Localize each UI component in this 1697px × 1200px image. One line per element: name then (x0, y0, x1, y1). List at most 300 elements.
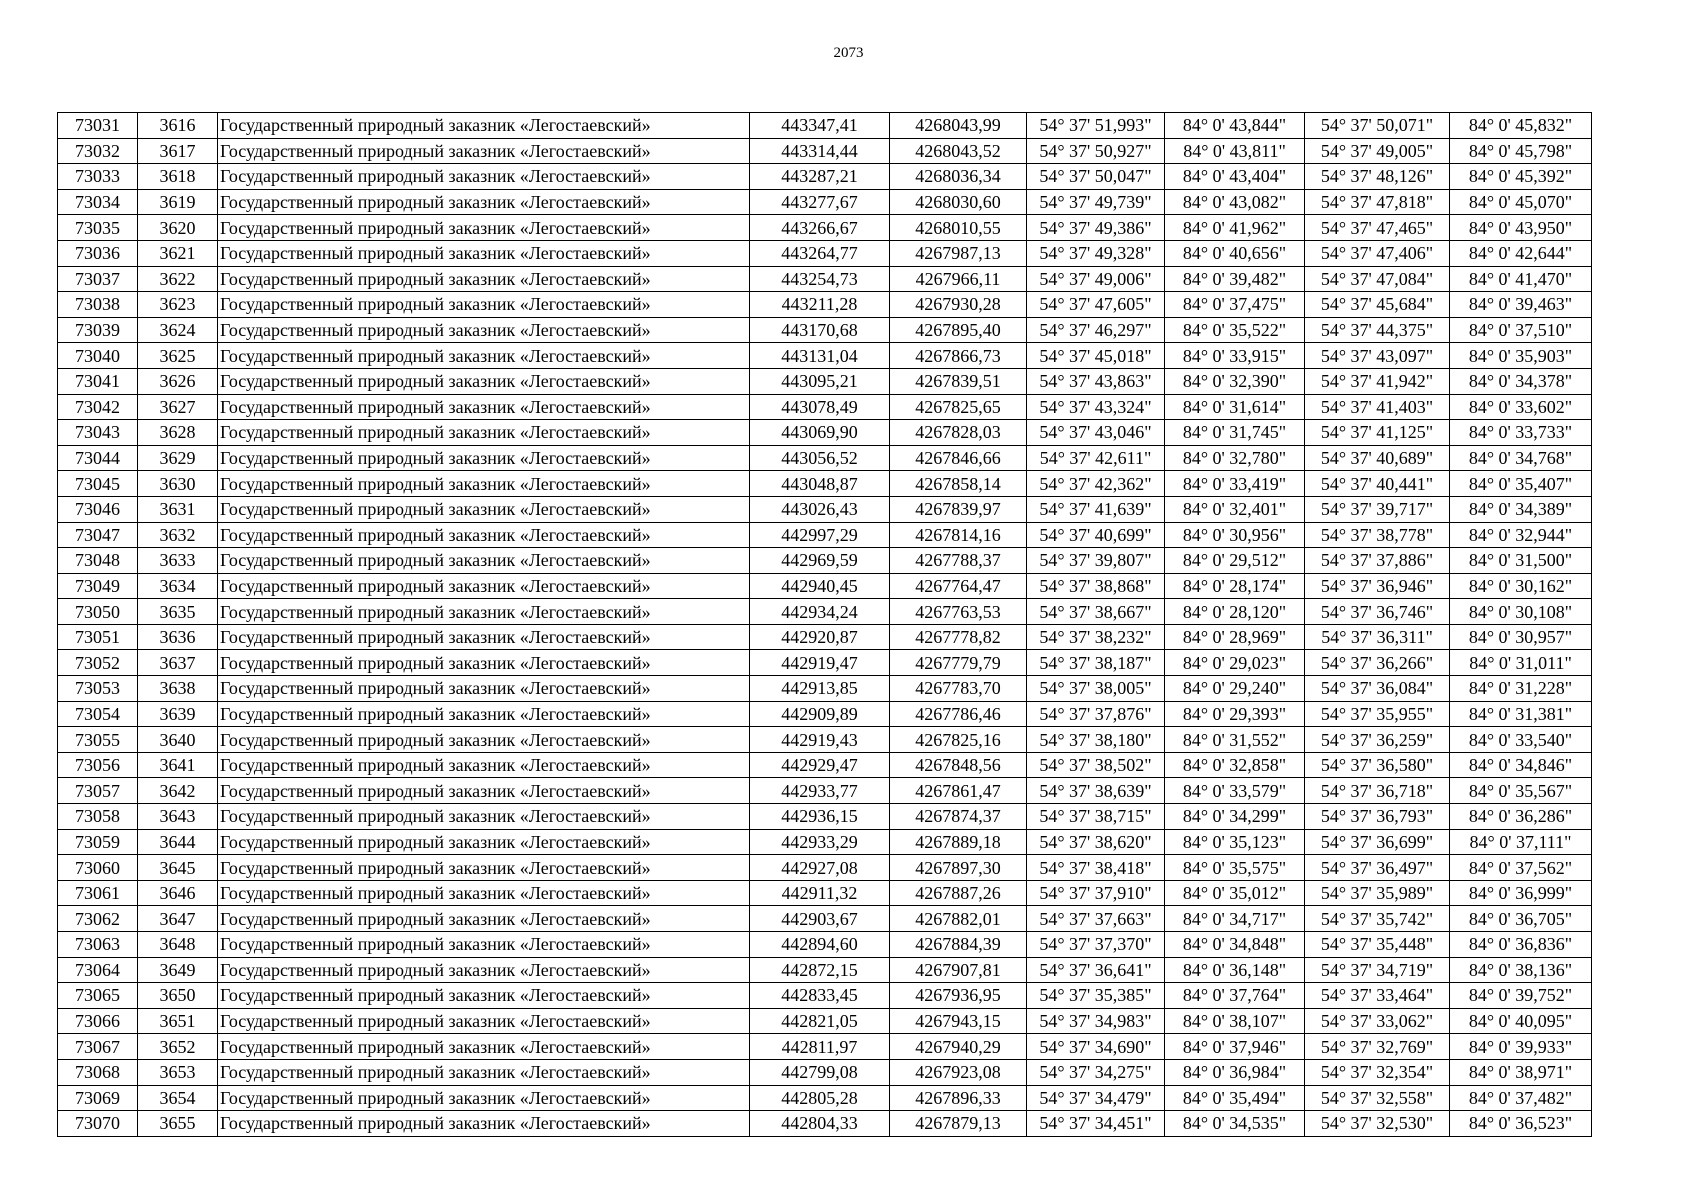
latitude-2-cell: 54° 37' 35,955" (1305, 701, 1450, 727)
row-number-cell: 73063 (58, 932, 138, 958)
row-number-cell: 73062 (58, 906, 138, 932)
latitude-1-cell: 54° 37' 34,451" (1027, 1111, 1165, 1137)
latitude-1-cell: 54° 37' 45,018" (1027, 343, 1165, 369)
table-row (58, 548, 1592, 574)
longitude-2-cell: 84° 0' 36,523" (1450, 1111, 1592, 1137)
latitude-1-cell: 54° 37' 34,690" (1027, 1034, 1165, 1060)
point-number-cell: 3618 (138, 164, 218, 190)
x-coordinate-cell: 443078,49 (750, 394, 890, 420)
longitude-2-cell: 84° 0' 37,510" (1450, 317, 1592, 343)
latitude-2-cell: 54° 37' 36,580" (1305, 752, 1450, 778)
x-coordinate-cell: 442936,15 (750, 804, 890, 830)
row-number-cell: 73036 (58, 240, 138, 266)
longitude-2-cell: 84° 0' 45,070" (1450, 189, 1592, 215)
longitude-1-cell: 84° 0' 34,848" (1165, 932, 1305, 958)
y-coordinate-cell: 4267825,65 (890, 394, 1027, 420)
latitude-1-cell: 54° 37' 34,479" (1027, 1085, 1165, 1111)
longitude-1-cell: 84° 0' 34,535" (1165, 1111, 1305, 1137)
table-row (58, 932, 1592, 958)
x-coordinate-cell: 443131,04 (750, 343, 890, 369)
x-coordinate-cell: 443266,67 (750, 215, 890, 241)
latitude-1-cell: 54° 37' 34,275" (1027, 1059, 1165, 1085)
row-number-cell: 73061 (58, 880, 138, 906)
latitude-1-cell: 54° 37' 37,370" (1027, 932, 1165, 958)
y-coordinate-cell: 4267940,29 (890, 1034, 1027, 1060)
y-coordinate-cell: 4267846,66 (890, 445, 1027, 471)
row-number-cell: 73039 (58, 317, 138, 343)
point-number-cell: 3632 (138, 522, 218, 548)
longitude-2-cell: 84° 0' 37,562" (1450, 855, 1592, 881)
longitude-1-cell: 84° 0' 35,522" (1165, 317, 1305, 343)
latitude-1-cell: 54° 37' 46,297" (1027, 317, 1165, 343)
longitude-1-cell: 84° 0' 36,148" (1165, 957, 1305, 983)
x-coordinate-cell: 442933,29 (750, 829, 890, 855)
latitude-1-cell: 54° 37' 47,605" (1027, 292, 1165, 318)
longitude-1-cell: 84° 0' 38,107" (1165, 1008, 1305, 1034)
x-coordinate-cell: 442997,29 (750, 522, 890, 548)
longitude-1-cell: 84° 0' 32,780" (1165, 445, 1305, 471)
point-number-cell: 3642 (138, 778, 218, 804)
latitude-2-cell: 54° 37' 36,084" (1305, 676, 1450, 702)
longitude-1-cell: 84° 0' 35,012" (1165, 880, 1305, 906)
x-coordinate-cell: 443254,73 (750, 266, 890, 292)
name-cell: Государственный природный заказник «Легостаевский» (218, 1085, 750, 1111)
name-cell: Государственный природный заказник «Легостаевский» (218, 829, 750, 855)
longitude-2-cell: 84° 0' 36,836" (1450, 932, 1592, 958)
latitude-2-cell: 54° 37' 47,084" (1305, 266, 1450, 292)
longitude-1-cell: 84° 0' 35,123" (1165, 829, 1305, 855)
x-coordinate-cell: 442799,08 (750, 1059, 890, 1085)
point-number-cell: 3650 (138, 983, 218, 1009)
table-row (58, 727, 1592, 753)
row-number-cell: 73055 (58, 727, 138, 753)
latitude-1-cell: 54° 37' 49,328" (1027, 240, 1165, 266)
longitude-1-cell: 84° 0' 34,717" (1165, 906, 1305, 932)
point-number-cell: 3617 (138, 138, 218, 164)
longitude-1-cell: 84° 0' 34,299" (1165, 804, 1305, 830)
y-coordinate-cell: 4267879,13 (890, 1111, 1027, 1137)
latitude-2-cell: 54° 37' 36,718" (1305, 778, 1450, 804)
longitude-1-cell: 84° 0' 31,745" (1165, 420, 1305, 446)
x-coordinate-cell: 442913,85 (750, 676, 890, 702)
point-number-cell: 3616 (138, 113, 218, 139)
row-number-cell: 73041 (58, 368, 138, 394)
y-coordinate-cell: 4267897,30 (890, 855, 1027, 881)
y-coordinate-cell: 4267943,15 (890, 1008, 1027, 1034)
latitude-1-cell: 54° 37' 38,502" (1027, 752, 1165, 778)
name-cell: Государственный природный заказник «Легостаевский» (218, 522, 750, 548)
longitude-2-cell: 84° 0' 31,228" (1450, 676, 1592, 702)
y-coordinate-cell: 4267848,56 (890, 752, 1027, 778)
point-number-cell: 3633 (138, 548, 218, 574)
latitude-2-cell: 54° 37' 48,126" (1305, 164, 1450, 190)
row-number-cell: 73035 (58, 215, 138, 241)
point-number-cell: 3644 (138, 829, 218, 855)
longitude-2-cell: 84° 0' 35,567" (1450, 778, 1592, 804)
table-row (58, 1085, 1592, 1111)
x-coordinate-cell: 442920,87 (750, 624, 890, 650)
y-coordinate-cell: 4267764,47 (890, 573, 1027, 599)
y-coordinate-cell: 4267889,18 (890, 829, 1027, 855)
latitude-2-cell: 54° 37' 49,005" (1305, 138, 1450, 164)
table-row (58, 266, 1592, 292)
longitude-2-cell: 84° 0' 37,482" (1450, 1085, 1592, 1111)
x-coordinate-cell: 443277,67 (750, 189, 890, 215)
point-number-cell: 3649 (138, 957, 218, 983)
latitude-2-cell: 54° 37' 47,818" (1305, 189, 1450, 215)
y-coordinate-cell: 4268043,99 (890, 113, 1027, 139)
latitude-2-cell: 54° 37' 33,062" (1305, 1008, 1450, 1034)
y-coordinate-cell: 4267783,70 (890, 676, 1027, 702)
table-row (58, 1111, 1592, 1137)
longitude-1-cell: 84° 0' 37,946" (1165, 1034, 1305, 1060)
row-number-cell: 73046 (58, 496, 138, 522)
row-number-cell: 73044 (58, 445, 138, 471)
point-number-cell: 3631 (138, 496, 218, 522)
row-number-cell: 73069 (58, 1085, 138, 1111)
longitude-2-cell: 84° 0' 34,846" (1450, 752, 1592, 778)
table-row (58, 522, 1592, 548)
row-number-cell: 73051 (58, 624, 138, 650)
longitude-1-cell: 84° 0' 41,962" (1165, 215, 1305, 241)
name-cell: Государственный природный заказник «Легостаевский» (218, 983, 750, 1009)
table-row (58, 906, 1592, 932)
x-coordinate-cell: 442804,33 (750, 1111, 890, 1137)
x-coordinate-cell: 442919,43 (750, 727, 890, 753)
table-body (58, 113, 1592, 1137)
name-cell: Государственный природный заказник «Легостаевский» (218, 727, 750, 753)
longitude-2-cell: 84° 0' 41,470" (1450, 266, 1592, 292)
point-number-cell: 3639 (138, 701, 218, 727)
name-cell: Государственный природный заказник «Легостаевский» (218, 368, 750, 394)
point-number-cell: 3623 (138, 292, 218, 318)
latitude-1-cell: 54° 37' 50,047" (1027, 164, 1165, 190)
y-coordinate-cell: 4267930,28 (890, 292, 1027, 318)
table-row (58, 1034, 1592, 1060)
longitude-2-cell: 84° 0' 34,389" (1450, 496, 1592, 522)
longitude-2-cell: 84° 0' 43,950" (1450, 215, 1592, 241)
latitude-1-cell: 54° 37' 38,418" (1027, 855, 1165, 881)
table-row (58, 420, 1592, 446)
x-coordinate-cell: 443069,90 (750, 420, 890, 446)
row-number-cell: 73052 (58, 650, 138, 676)
x-coordinate-cell: 442911,32 (750, 880, 890, 906)
table-row (58, 164, 1592, 190)
latitude-2-cell: 54° 37' 40,441" (1305, 471, 1450, 497)
y-coordinate-cell: 4268030,60 (890, 189, 1027, 215)
x-coordinate-cell: 443048,87 (750, 471, 890, 497)
longitude-2-cell: 84° 0' 31,011" (1450, 650, 1592, 676)
x-coordinate-cell: 442934,24 (750, 599, 890, 625)
longitude-2-cell: 84° 0' 31,500" (1450, 548, 1592, 574)
table-row (58, 573, 1592, 599)
latitude-1-cell: 54° 37' 42,611" (1027, 445, 1165, 471)
longitude-1-cell: 84° 0' 43,811" (1165, 138, 1305, 164)
latitude-1-cell: 54° 37' 42,362" (1027, 471, 1165, 497)
y-coordinate-cell: 4268036,34 (890, 164, 1027, 190)
x-coordinate-cell: 443347,41 (750, 113, 890, 139)
longitude-2-cell: 84° 0' 36,286" (1450, 804, 1592, 830)
longitude-2-cell: 84° 0' 31,381" (1450, 701, 1592, 727)
longitude-2-cell: 84° 0' 35,903" (1450, 343, 1592, 369)
point-number-cell: 3621 (138, 240, 218, 266)
latitude-1-cell: 54° 37' 43,324" (1027, 394, 1165, 420)
name-cell: Государственный природный заказник «Легостаевский» (218, 496, 750, 522)
latitude-2-cell: 54° 37' 41,403" (1305, 394, 1450, 420)
latitude-1-cell: 54° 37' 38,868" (1027, 573, 1165, 599)
point-number-cell: 3655 (138, 1111, 218, 1137)
table-row (58, 292, 1592, 318)
table-row (58, 599, 1592, 625)
y-coordinate-cell: 4267858,14 (890, 471, 1027, 497)
longitude-2-cell: 84° 0' 45,832" (1450, 113, 1592, 139)
row-number-cell: 73053 (58, 676, 138, 702)
table-row (58, 1059, 1592, 1085)
latitude-2-cell: 54° 37' 47,406" (1305, 240, 1450, 266)
latitude-2-cell: 54° 37' 32,530" (1305, 1111, 1450, 1137)
name-cell: Государственный природный заказник «Легостаевский» (218, 599, 750, 625)
point-number-cell: 3619 (138, 189, 218, 215)
y-coordinate-cell: 4267778,82 (890, 624, 1027, 650)
row-number-cell: 73034 (58, 189, 138, 215)
x-coordinate-cell: 442919,47 (750, 650, 890, 676)
table-row (58, 957, 1592, 983)
name-cell: Государственный природный заказник «Легостаевский» (218, 906, 750, 932)
x-coordinate-cell: 443287,21 (750, 164, 890, 190)
latitude-2-cell: 54° 37' 36,793" (1305, 804, 1450, 830)
y-coordinate-cell: 4267814,16 (890, 522, 1027, 548)
name-cell: Государственный природный заказник «Легостаевский» (218, 420, 750, 446)
y-coordinate-cell: 4267763,53 (890, 599, 1027, 625)
x-coordinate-cell: 442894,60 (750, 932, 890, 958)
table-row (58, 113, 1592, 139)
row-number-cell: 73042 (58, 394, 138, 420)
latitude-1-cell: 54° 37' 38,180" (1027, 727, 1165, 753)
longitude-1-cell: 84° 0' 43,082" (1165, 189, 1305, 215)
longitude-1-cell: 84° 0' 28,174" (1165, 573, 1305, 599)
row-number-cell: 73059 (58, 829, 138, 855)
name-cell: Государственный природный заказник «Легостаевский» (218, 804, 750, 830)
x-coordinate-cell: 442933,77 (750, 778, 890, 804)
row-number-cell: 73047 (58, 522, 138, 548)
row-number-cell: 73054 (58, 701, 138, 727)
latitude-1-cell: 54° 37' 38,620" (1027, 829, 1165, 855)
longitude-1-cell: 84° 0' 39,482" (1165, 266, 1305, 292)
name-cell: Государственный природный заказник «Легостаевский» (218, 164, 750, 190)
point-number-cell: 3652 (138, 1034, 218, 1060)
x-coordinate-cell: 442872,15 (750, 957, 890, 983)
longitude-1-cell: 84° 0' 33,579" (1165, 778, 1305, 804)
longitude-2-cell: 84° 0' 36,705" (1450, 906, 1592, 932)
point-number-cell: 3653 (138, 1059, 218, 1085)
longitude-1-cell: 84° 0' 32,390" (1165, 368, 1305, 394)
name-cell: Государственный природный заказник «Легостаевский» (218, 676, 750, 702)
y-coordinate-cell: 4267884,39 (890, 932, 1027, 958)
row-number-cell: 73056 (58, 752, 138, 778)
point-number-cell: 3630 (138, 471, 218, 497)
name-cell: Государственный природный заказник «Легостаевский» (218, 266, 750, 292)
point-number-cell: 3626 (138, 368, 218, 394)
y-coordinate-cell: 4267825,16 (890, 727, 1027, 753)
longitude-2-cell: 84° 0' 37,111" (1450, 829, 1592, 855)
name-cell: Государственный природный заказник «Легостаевский» (218, 650, 750, 676)
longitude-1-cell: 84° 0' 35,494" (1165, 1085, 1305, 1111)
x-coordinate-cell: 442805,28 (750, 1085, 890, 1111)
name-cell: Государственный природный заказник «Легостаевский» (218, 1111, 750, 1137)
row-number-cell: 73037 (58, 266, 138, 292)
point-number-cell: 3643 (138, 804, 218, 830)
longitude-1-cell: 84° 0' 35,575" (1165, 855, 1305, 881)
table-row (58, 752, 1592, 778)
longitude-1-cell: 84° 0' 29,240" (1165, 676, 1305, 702)
latitude-2-cell: 54° 37' 36,497" (1305, 855, 1450, 881)
latitude-2-cell: 54° 37' 40,689" (1305, 445, 1450, 471)
y-coordinate-cell: 4267966,11 (890, 266, 1027, 292)
row-number-cell: 73043 (58, 420, 138, 446)
x-coordinate-cell: 443095,21 (750, 368, 890, 394)
point-number-cell: 3640 (138, 727, 218, 753)
latitude-1-cell: 54° 37' 43,046" (1027, 420, 1165, 446)
longitude-2-cell: 84° 0' 34,768" (1450, 445, 1592, 471)
longitude-2-cell: 84° 0' 30,162" (1450, 573, 1592, 599)
latitude-1-cell: 54° 37' 37,663" (1027, 906, 1165, 932)
table-row (58, 778, 1592, 804)
table-row (58, 343, 1592, 369)
longitude-1-cell: 84° 0' 28,120" (1165, 599, 1305, 625)
longitude-2-cell: 84° 0' 42,644" (1450, 240, 1592, 266)
name-cell: Государственный природный заказник «Легостаевский» (218, 215, 750, 241)
y-coordinate-cell: 4267779,79 (890, 650, 1027, 676)
latitude-1-cell: 54° 37' 43,863" (1027, 368, 1165, 394)
latitude-1-cell: 54° 37' 40,699" (1027, 522, 1165, 548)
latitude-2-cell: 54° 37' 41,942" (1305, 368, 1450, 394)
latitude-2-cell: 54° 37' 38,778" (1305, 522, 1450, 548)
name-cell: Государственный природный заказник «Легостаевский» (218, 113, 750, 139)
y-coordinate-cell: 4267874,37 (890, 804, 1027, 830)
x-coordinate-cell: 443056,52 (750, 445, 890, 471)
longitude-2-cell: 84° 0' 30,957" (1450, 624, 1592, 650)
table-row (58, 138, 1592, 164)
latitude-1-cell: 54° 37' 51,993" (1027, 113, 1165, 139)
longitude-2-cell: 84° 0' 35,407" (1450, 471, 1592, 497)
longitude-2-cell: 84° 0' 38,971" (1450, 1059, 1592, 1085)
y-coordinate-cell: 4267828,03 (890, 420, 1027, 446)
row-number-cell: 73060 (58, 855, 138, 881)
longitude-2-cell: 84° 0' 39,933" (1450, 1034, 1592, 1060)
latitude-1-cell: 54° 37' 35,385" (1027, 983, 1165, 1009)
name-cell: Государственный природный заказник «Легостаевский» (218, 957, 750, 983)
name-cell: Государственный природный заказник «Легостаевский» (218, 138, 750, 164)
longitude-1-cell: 84° 0' 37,475" (1165, 292, 1305, 318)
table-row (58, 496, 1592, 522)
x-coordinate-cell: 442929,47 (750, 752, 890, 778)
latitude-1-cell: 54° 37' 49,006" (1027, 266, 1165, 292)
point-number-cell: 3638 (138, 676, 218, 702)
name-cell: Государственный природный заказник «Легостаевский» (218, 624, 750, 650)
name-cell: Государственный природный заказник «Легостаевский» (218, 855, 750, 881)
point-number-cell: 3647 (138, 906, 218, 932)
longitude-1-cell: 84° 0' 32,858" (1165, 752, 1305, 778)
name-cell: Государственный природный заказник «Легостаевский» (218, 394, 750, 420)
table-row (58, 445, 1592, 471)
point-number-cell: 3629 (138, 445, 218, 471)
latitude-2-cell: 54° 37' 35,448" (1305, 932, 1450, 958)
point-number-cell: 3634 (138, 573, 218, 599)
y-coordinate-cell: 4267907,81 (890, 957, 1027, 983)
y-coordinate-cell: 4267839,51 (890, 368, 1027, 394)
y-coordinate-cell: 4267987,13 (890, 240, 1027, 266)
longitude-1-cell: 84° 0' 37,764" (1165, 983, 1305, 1009)
row-number-cell: 73049 (58, 573, 138, 599)
latitude-1-cell: 54° 37' 38,715" (1027, 804, 1165, 830)
y-coordinate-cell: 4267839,97 (890, 496, 1027, 522)
x-coordinate-cell: 443264,77 (750, 240, 890, 266)
latitude-2-cell: 54° 37' 35,989" (1305, 880, 1450, 906)
y-coordinate-cell: 4267882,01 (890, 906, 1027, 932)
latitude-2-cell: 54° 37' 41,125" (1305, 420, 1450, 446)
point-number-cell: 3635 (138, 599, 218, 625)
name-cell: Государственный природный заказник «Легостаевский» (218, 548, 750, 574)
longitude-2-cell: 84° 0' 36,999" (1450, 880, 1592, 906)
table-row (58, 1008, 1592, 1034)
row-number-cell: 73045 (58, 471, 138, 497)
row-number-cell: 73048 (58, 548, 138, 574)
longitude-1-cell: 84° 0' 29,393" (1165, 701, 1305, 727)
y-coordinate-cell: 4267786,46 (890, 701, 1027, 727)
row-number-cell: 73068 (58, 1059, 138, 1085)
latitude-1-cell: 54° 37' 38,232" (1027, 624, 1165, 650)
row-number-cell: 73033 (58, 164, 138, 190)
row-number-cell: 73066 (58, 1008, 138, 1034)
y-coordinate-cell: 4267887,26 (890, 880, 1027, 906)
longitude-1-cell: 84° 0' 43,844" (1165, 113, 1305, 139)
latitude-1-cell: 54° 37' 34,983" (1027, 1008, 1165, 1034)
latitude-2-cell: 54° 37' 39,717" (1305, 496, 1450, 522)
name-cell: Государственный природный заказник «Легостаевский» (218, 701, 750, 727)
x-coordinate-cell: 443170,68 (750, 317, 890, 343)
latitude-1-cell: 54° 37' 38,005" (1027, 676, 1165, 702)
y-coordinate-cell: 4267923,08 (890, 1059, 1027, 1085)
name-cell: Государственный природный заказник «Легостаевский» (218, 1059, 750, 1085)
longitude-2-cell: 84° 0' 45,392" (1450, 164, 1592, 190)
point-number-cell: 3651 (138, 1008, 218, 1034)
longitude-1-cell: 84° 0' 33,915" (1165, 343, 1305, 369)
latitude-2-cell: 54° 37' 45,684" (1305, 292, 1450, 318)
x-coordinate-cell: 443026,43 (750, 496, 890, 522)
table-row (58, 624, 1592, 650)
x-coordinate-cell: 442821,05 (750, 1008, 890, 1034)
point-number-cell: 3627 (138, 394, 218, 420)
name-cell: Государственный природный заказник «Легостаевский» (218, 932, 750, 958)
point-number-cell: 3625 (138, 343, 218, 369)
latitude-2-cell: 54° 37' 37,886" (1305, 548, 1450, 574)
latitude-2-cell: 54° 37' 36,266" (1305, 650, 1450, 676)
longitude-1-cell: 84° 0' 28,969" (1165, 624, 1305, 650)
row-number-cell: 73065 (58, 983, 138, 1009)
x-coordinate-cell: 443211,28 (750, 292, 890, 318)
longitude-1-cell: 84° 0' 43,404" (1165, 164, 1305, 190)
longitude-2-cell: 84° 0' 32,944" (1450, 522, 1592, 548)
latitude-1-cell: 54° 37' 49,386" (1027, 215, 1165, 241)
latitude-2-cell: 54° 37' 36,259" (1305, 727, 1450, 753)
point-number-cell: 3654 (138, 1085, 218, 1111)
longitude-1-cell: 84° 0' 31,614" (1165, 394, 1305, 420)
latitude-1-cell: 54° 37' 49,739" (1027, 189, 1165, 215)
y-coordinate-cell: 4267861,47 (890, 778, 1027, 804)
table-row (58, 471, 1592, 497)
row-number-cell: 73058 (58, 804, 138, 830)
latitude-1-cell: 54° 37' 38,639" (1027, 778, 1165, 804)
